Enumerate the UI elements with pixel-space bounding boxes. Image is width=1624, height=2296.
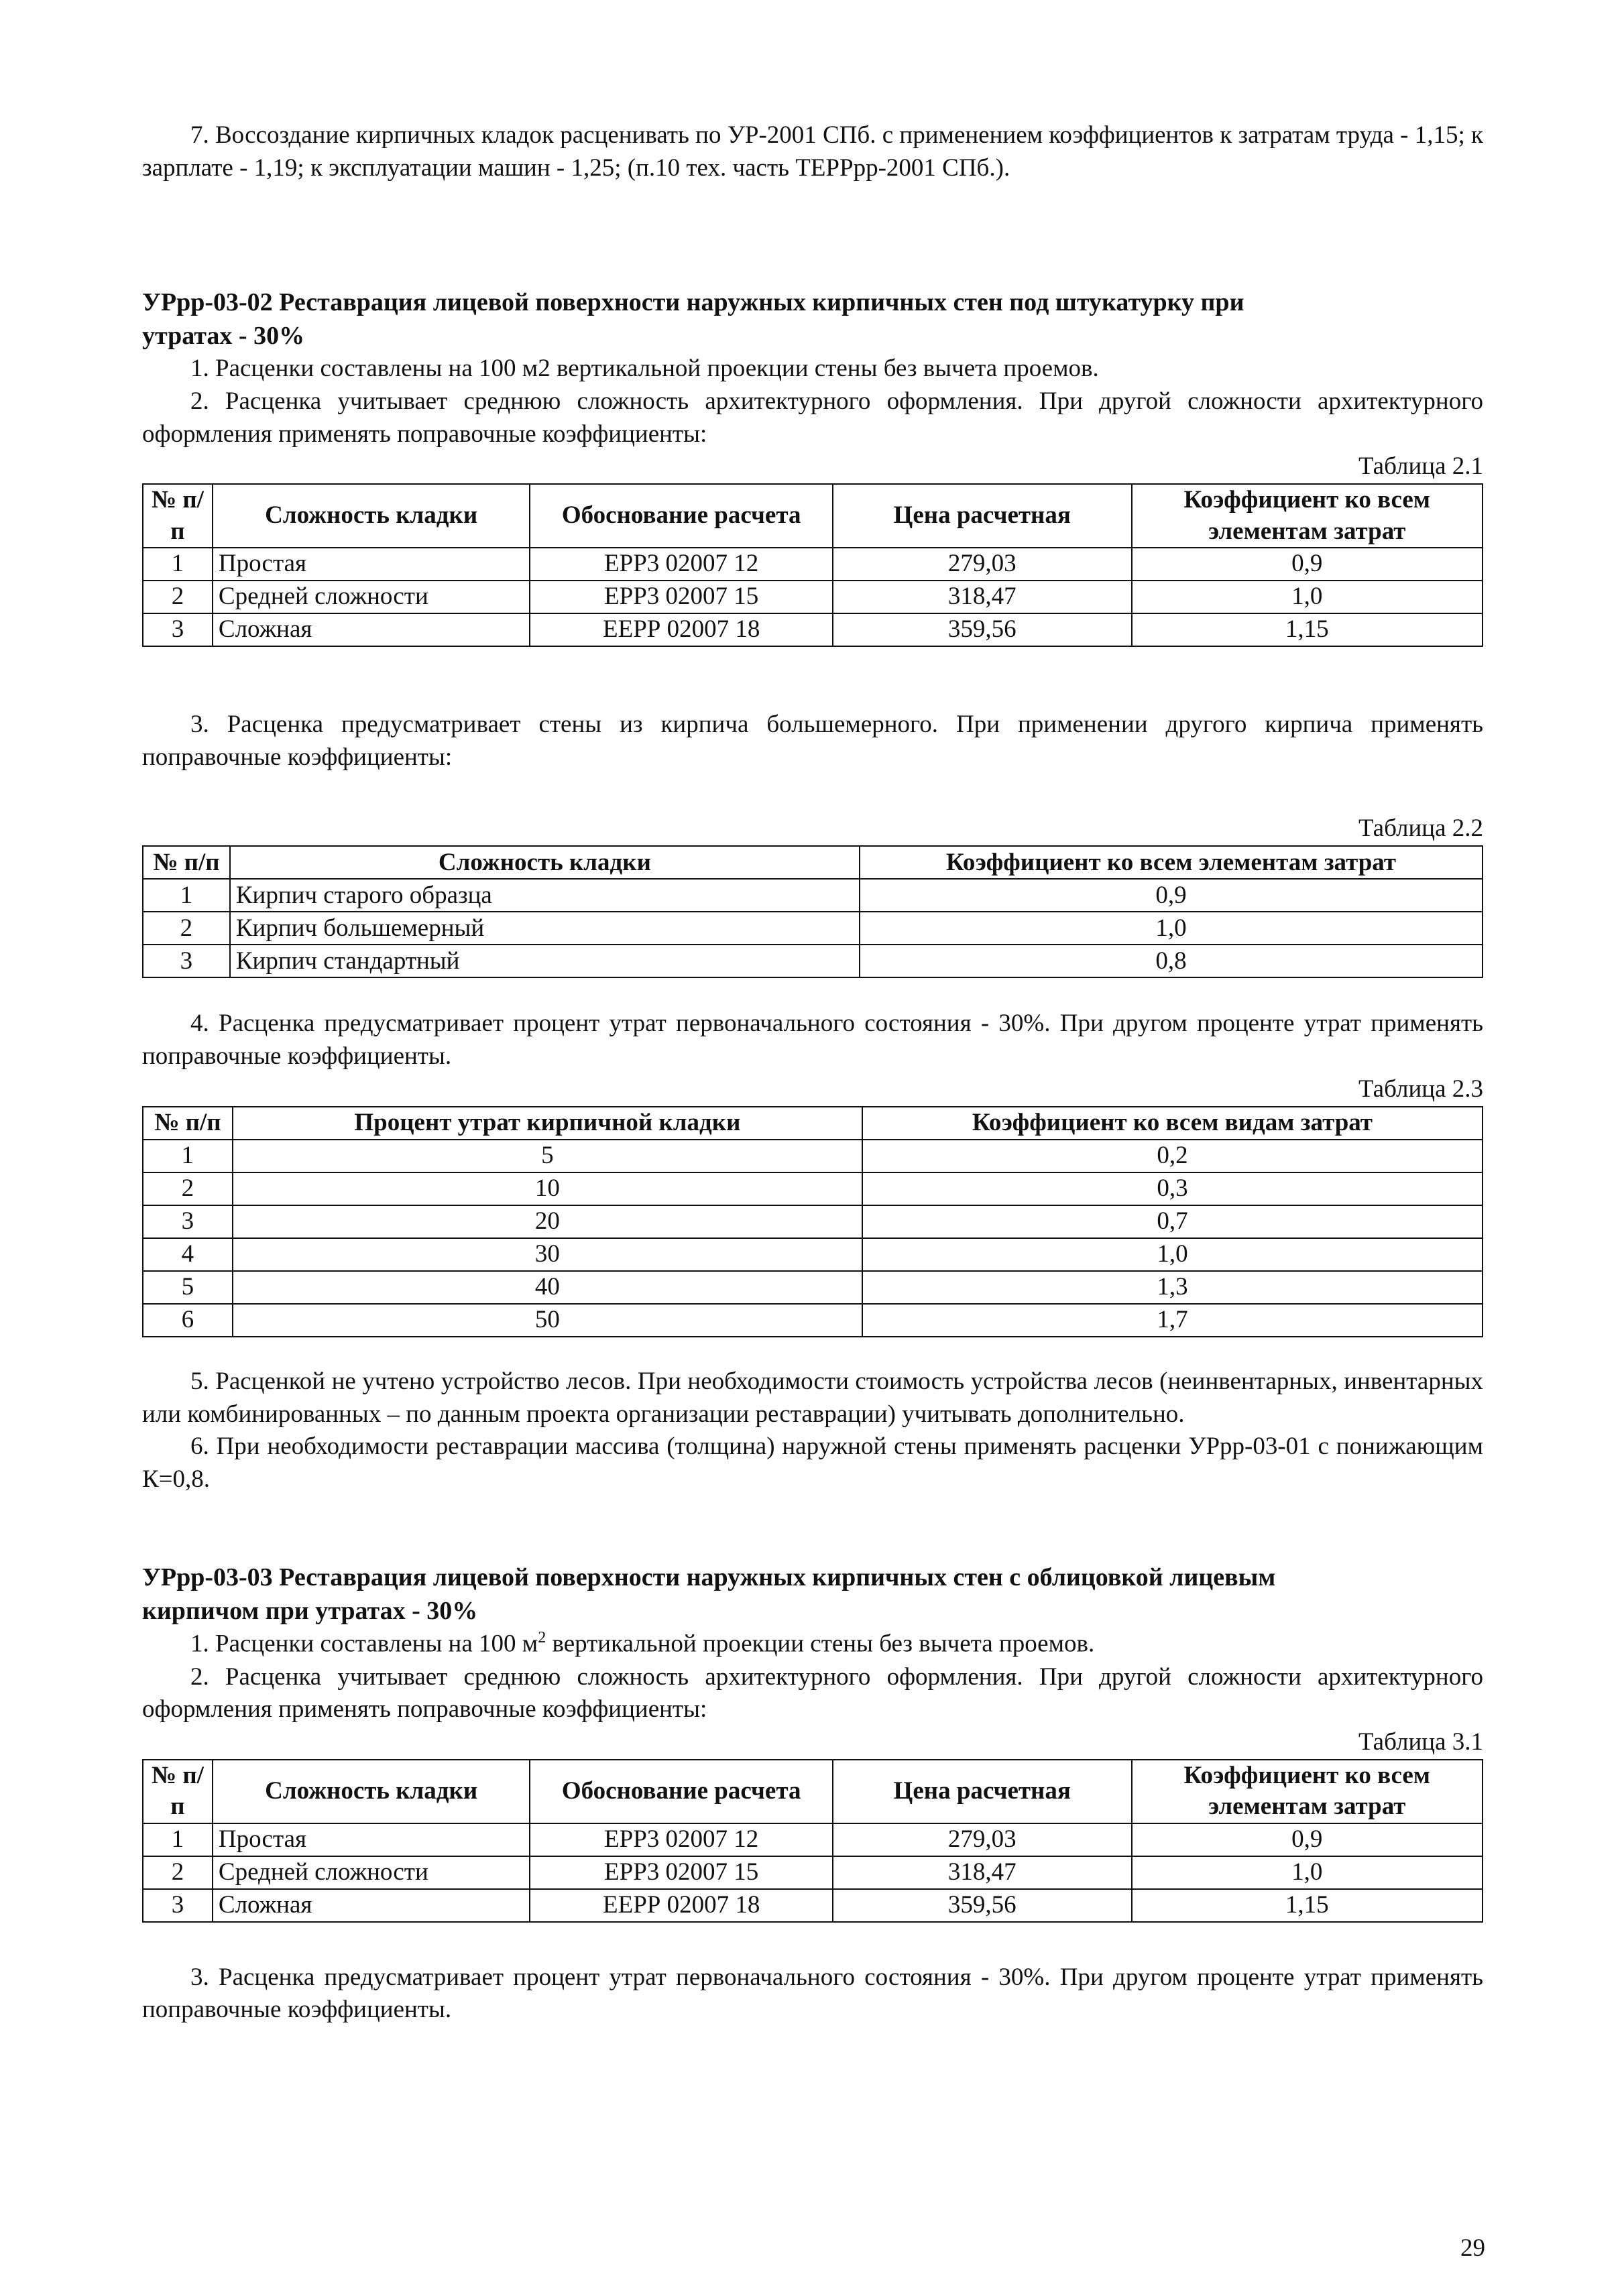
table-cell: 1,3 [862, 1271, 1483, 1304]
table-cell: 279,03 [833, 548, 1132, 581]
table-2-3 [142, 1106, 1483, 1337]
column-header: Процент утрат кирпичной кладки [233, 1107, 862, 1140]
column-header: Сложность кладки [213, 1760, 530, 1823]
table-cell: 50 [233, 1304, 862, 1337]
table-row [143, 1304, 1483, 1337]
section-heading-03-03-line1: УРрр-03-03 Реставрация лицевой поверхности наружных кирпичных стен с облицовкой лицевым [142, 1563, 1276, 1592]
table-cell: 359,56 [833, 613, 1132, 646]
section2-item-3: 3. Расценка предусматривает стены из кирпича большемерного. При применении другого кирпича применять поправочные коэффициенты: [142, 710, 1483, 771]
table-row [143, 1238, 1483, 1271]
table-caption-2-2: Таблица 2.2 [1358, 814, 1483, 843]
table-cell: Сложная [213, 1889, 530, 1922]
table-cell: 5 [233, 1140, 862, 1172]
table-row [143, 945, 1483, 977]
table-cell: 1 [143, 879, 230, 912]
table-cell: 3 [143, 1205, 233, 1238]
section2-item-2: 2. Расценка учитывает среднюю сложность архитектурного оформления. При другой сложности архитектурного оформления применять поправочные коэффициенты: [142, 387, 1483, 448]
table-cell: Средней сложности [213, 581, 530, 613]
table-cell: Средней сложности [213, 1856, 530, 1889]
column-header: Обоснование расчета [530, 484, 833, 548]
table-cell: 0,7 [862, 1205, 1483, 1238]
section2-item-4: 4. Расценка предусматривает процент утрат первоначального состояния - 30%. При другом проценте утрат применять поправочные коэффициенты. [142, 1010, 1483, 1071]
column-header: Цена расчетная [833, 484, 1132, 548]
column-header: № п/п [143, 484, 213, 548]
table-cell: ЕРР3 02007 12 [530, 1823, 833, 1856]
column-header: Коэффициент ко всем элементам затрат [1132, 1760, 1483, 1823]
section2-item-6: 6. При необходимости реставрации массива (толщина) наружной стены применять расценки УРрр-03-01 с понижающим К=0,8. [142, 1433, 1483, 1494]
column-header: № п/п [143, 1107, 233, 1140]
table-row [143, 581, 1483, 613]
table-cell: 3 [143, 945, 230, 977]
table-header-row [143, 1107, 1483, 1140]
table-cell: 1 [143, 1823, 213, 1856]
table-row [143, 613, 1483, 646]
table-cell: 279,03 [833, 1823, 1132, 1856]
table-cell: 10 [233, 1172, 862, 1205]
table-cell: 0,9 [860, 879, 1483, 912]
column-header: Сложность кладки [213, 484, 530, 548]
table-header-row [143, 484, 1483, 548]
table-row [143, 1823, 1483, 1856]
table-cell: 30 [233, 1238, 862, 1271]
table-cell: 4 [143, 1238, 233, 1271]
table-cell: 40 [233, 1271, 862, 1304]
table-cell: 2 [143, 1172, 233, 1205]
table-cell: Простая [213, 1823, 530, 1856]
table-cell: Простая [213, 548, 530, 581]
table-row [143, 1172, 1483, 1205]
section3-item-3: 3. Расценка предусматривает процент утрат первоначального состояния - 30%. При другом проценте утрат применять поправочные коэффициенты. [142, 1963, 1483, 2024]
section-heading-03-03-line2: кирпичом при утратах - 30% [142, 1597, 478, 1626]
section-heading-03-02-line2: утратах - 30% [142, 321, 305, 350]
document-page [142, 119, 1483, 2027]
section3-item-1 [142, 1628, 1483, 1660]
table-cell: 1 [143, 548, 213, 581]
table-cell: 3 [143, 613, 213, 646]
column-header: Обоснование расчета [530, 1760, 833, 1823]
table-cell: 20 [233, 1205, 862, 1238]
table-cell: 2 [143, 1856, 213, 1889]
table-row [143, 1856, 1483, 1889]
table-cell: 0,2 [862, 1140, 1483, 1172]
table-cell: ЕЕРР 02007 18 [530, 1889, 833, 1922]
table-cell: 0,9 [1132, 548, 1483, 581]
column-header: № п/п [143, 846, 230, 879]
table-cell: ЕЕРР 02007 18 [530, 613, 833, 646]
table-3-1 [142, 1759, 1483, 1923]
table-header-row [143, 846, 1483, 879]
table-cell: 1,0 [1132, 1856, 1483, 1889]
page-number: 29 [1460, 2234, 1485, 2262]
table-cell: 1,15 [1132, 1889, 1483, 1922]
table-2-2 [142, 845, 1483, 978]
table-cell: 1 [143, 1140, 233, 1172]
column-header: № п/п [143, 1760, 213, 1823]
table-row [143, 548, 1483, 581]
table-cell: 1,15 [1132, 613, 1483, 646]
table-row [143, 1889, 1483, 1922]
table-cell: 1,0 [862, 1238, 1483, 1271]
table-cell: ЕРР3 02007 15 [530, 581, 833, 613]
table-cell: 6 [143, 1304, 233, 1337]
table-cell: ЕРР3 02007 12 [530, 548, 833, 581]
section2-item-5: 5. Расценкой не учтено устройство лесов. При необходимости стоимость устройства лесов (неинвентарных, инвентарных или комбинированных – по данным проекта организации реставрации) учитывать дополнительно. [142, 1367, 1483, 1428]
table-cell: ЕРР3 02007 15 [530, 1856, 833, 1889]
table-caption-2-3: Таблица 2.3 [1358, 1075, 1483, 1103]
table-cell: Кирпич старого образца [230, 879, 860, 912]
column-header: Коэффициент ко всем элементам затрат [1132, 484, 1483, 548]
table-cell: 0,9 [1132, 1823, 1483, 1856]
table-row [143, 1205, 1483, 1238]
table-cell: Сложная [213, 613, 530, 646]
table-cell: 0,8 [860, 945, 1483, 977]
table-cell: 318,47 [833, 581, 1132, 613]
table-header-row [143, 1760, 1483, 1823]
section-heading-03-02 [142, 286, 1483, 353]
table-cell: Кирпич большемерный [230, 912, 860, 945]
section2-item-1: 1. Расценки составлены на 100 м2 вертикальной проекции стены без вычета проемов. [190, 354, 1099, 382]
table-cell: Кирпич стандартный [230, 945, 860, 977]
table-row [143, 1140, 1483, 1172]
column-header: Цена расчетная [833, 1760, 1132, 1823]
section3-item-1-text: 1. Расценки составлены на 100 м [190, 1630, 538, 1658]
table-cell: 318,47 [833, 1856, 1132, 1889]
column-header: Сложность кладки [230, 846, 860, 879]
table-caption-3-1: Таблица 3.1 [1358, 1728, 1483, 1756]
table-cell: 3 [143, 1889, 213, 1922]
table-cell: 2 [143, 912, 230, 945]
section-heading-03-02-line1: УРрр-03-02 Реставрация лицевой поверхности наружных кирпичных стен под штукатурку при [142, 288, 1244, 316]
table-cell: 2 [143, 581, 213, 613]
section3-item-2: 2. Расценка учитывает среднюю сложность архитектурного оформления. При другой сложности архитектурного оформления применять поправочные коэффициенты: [142, 1663, 1483, 1724]
column-header: Коэффициент ко всем видам затрат [862, 1107, 1483, 1140]
table-cell: 0,3 [862, 1172, 1483, 1205]
table-row [143, 912, 1483, 945]
table-cell: 5 [143, 1271, 233, 1304]
column-header: Коэффициент ко всем элементам затрат [860, 846, 1483, 879]
table-cell: 359,56 [833, 1889, 1132, 1922]
table-row [143, 879, 1483, 912]
section3-item-1-rest: вертикальной проекции стены без вычета проемов. [546, 1630, 1095, 1658]
table-cell: 1,7 [862, 1304, 1483, 1337]
table-row [143, 1271, 1483, 1304]
table-cell: 1,0 [1132, 581, 1483, 613]
section3-item-1-superscript: 2 [538, 1629, 546, 1647]
table-caption-2-1: Таблица 2.1 [1358, 452, 1483, 481]
section-heading-03-03 [142, 1561, 1483, 1628]
table-2-1 [142, 483, 1483, 647]
table-cell: 1,0 [860, 912, 1483, 945]
intro-item-7: 7. Воссоздание кирпичных кладок расценивать по УР-2001 СПб. с применением коэффициентов к затратам труда - 1,15; к зарплате - 1,19; к эксплуатации машин - 1,25; (п.10 тех. часть ТЕРРрр-2001 СПб.). [142, 121, 1483, 182]
